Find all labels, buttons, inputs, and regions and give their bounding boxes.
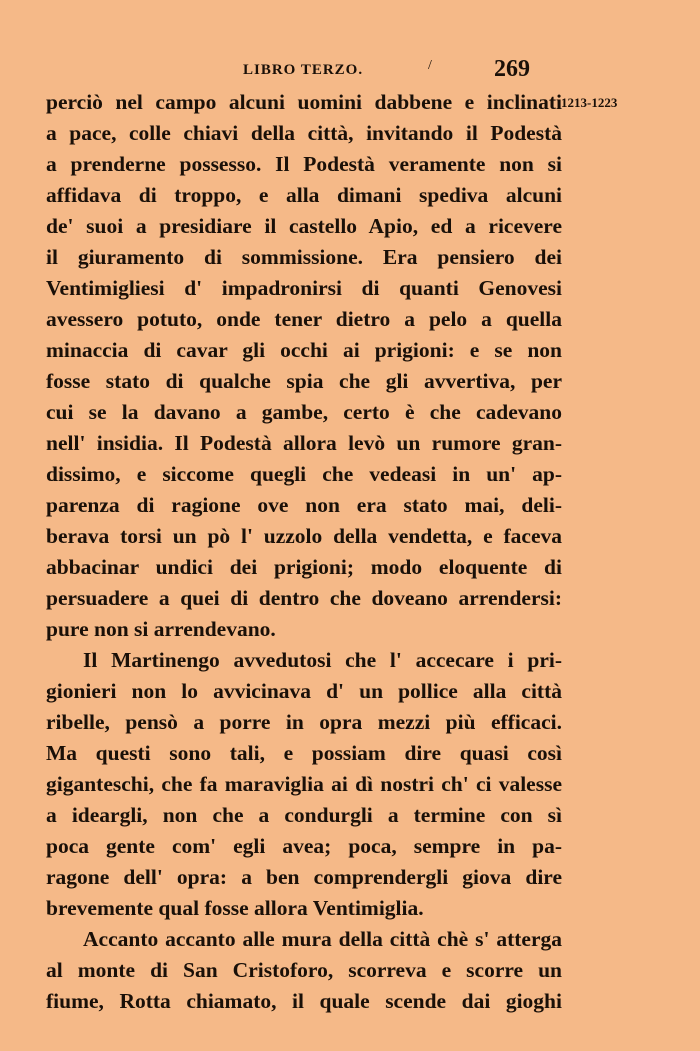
- text-line: a ideargli, non che a condurgli a termine con sì: [46, 803, 562, 827]
- text-line: minaccia di cavar gli occhi ai prigioni: e se non: [46, 338, 562, 362]
- pencil-mark: /: [428, 58, 432, 73]
- text-line: a pace, colle chiavi della città, invitando il Podestà: [46, 121, 562, 145]
- text-line: ribelle, pensò a porre in opra mezzi più efficaci.: [46, 710, 562, 734]
- text-line: al monte di San Cristoforo, scorreva e scorre un: [46, 958, 562, 982]
- text-line: persuadere a quei di dentro che doveano arrendersi:: [46, 586, 562, 610]
- text-line: dissimo, e siccome quegli che vedeasi in un' ap-: [46, 462, 562, 486]
- text-line: berava torsi un pò l' uzzolo della vendetta, e faceva: [46, 524, 562, 548]
- text-line: a prenderne possesso. Il Podestà veramente non si: [46, 152, 562, 176]
- running-title: LIBRO TERZO.: [243, 62, 364, 78]
- text-line: fosse stato di qualche spia che gli avvertiva, per: [46, 369, 562, 393]
- text-line: Il Martinengo avvedutosi che l' accecare i pri-: [83, 648, 562, 672]
- text-line: giganteschi, che fa maraviglia ai dì nostri ch' ci valesse: [46, 772, 562, 796]
- text-line: il giuramento di sommissione. Era pensiero dei: [46, 245, 562, 269]
- text-line: pure non si arrendevano.: [46, 617, 276, 641]
- text-line: parenza di ragione ove non era stato mai, deli-: [46, 493, 562, 517]
- text-line: cui se la davano a gambe, certo è che cadevano: [46, 400, 562, 424]
- text-line: brevemente qual fosse allora Ventimiglia.: [46, 896, 424, 920]
- text-line: ragone dell' opra: a ben comprendergli giova dire: [46, 865, 562, 889]
- text-line: fiume, Rotta chiamato, il quale scende dai gioghi: [46, 989, 562, 1013]
- text-line: Ventimigliesi d' impadronirsi di quanti Genovesi: [46, 276, 562, 300]
- text-line: poca gente com' egli avea; poca, sempre in pa-: [46, 834, 562, 858]
- text-line: perciò nel campo alcuni uomini dabbene e inclinati: [46, 90, 562, 114]
- page-header: [0, 56, 700, 86]
- text-line: abbacinar undici dei prigioni; modo eloquente di: [46, 555, 562, 579]
- text-line: affidava di troppo, e alla dimani spediva alcuni: [46, 183, 562, 207]
- text-line: Accanto accanto alle mura della città chè s' atterga: [83, 927, 562, 951]
- text-line: de' suoi a presidiare il castello Apio, ed a ricevere: [46, 214, 562, 238]
- text-line: nell' insidia. Il Podestà allora levò un rumore gran-: [46, 431, 562, 455]
- text-line: gionieri non lo avvicinava d' un pollice alla città: [46, 679, 562, 703]
- margin-date-note: 1213-1223: [561, 95, 618, 110]
- text-line: Ma questi sono tali, e possiam dire quasi così: [46, 741, 562, 765]
- text-line: avessero potuto, onde tener dietro a pelo a quella: [46, 307, 562, 331]
- page-number: 269: [494, 56, 530, 82]
